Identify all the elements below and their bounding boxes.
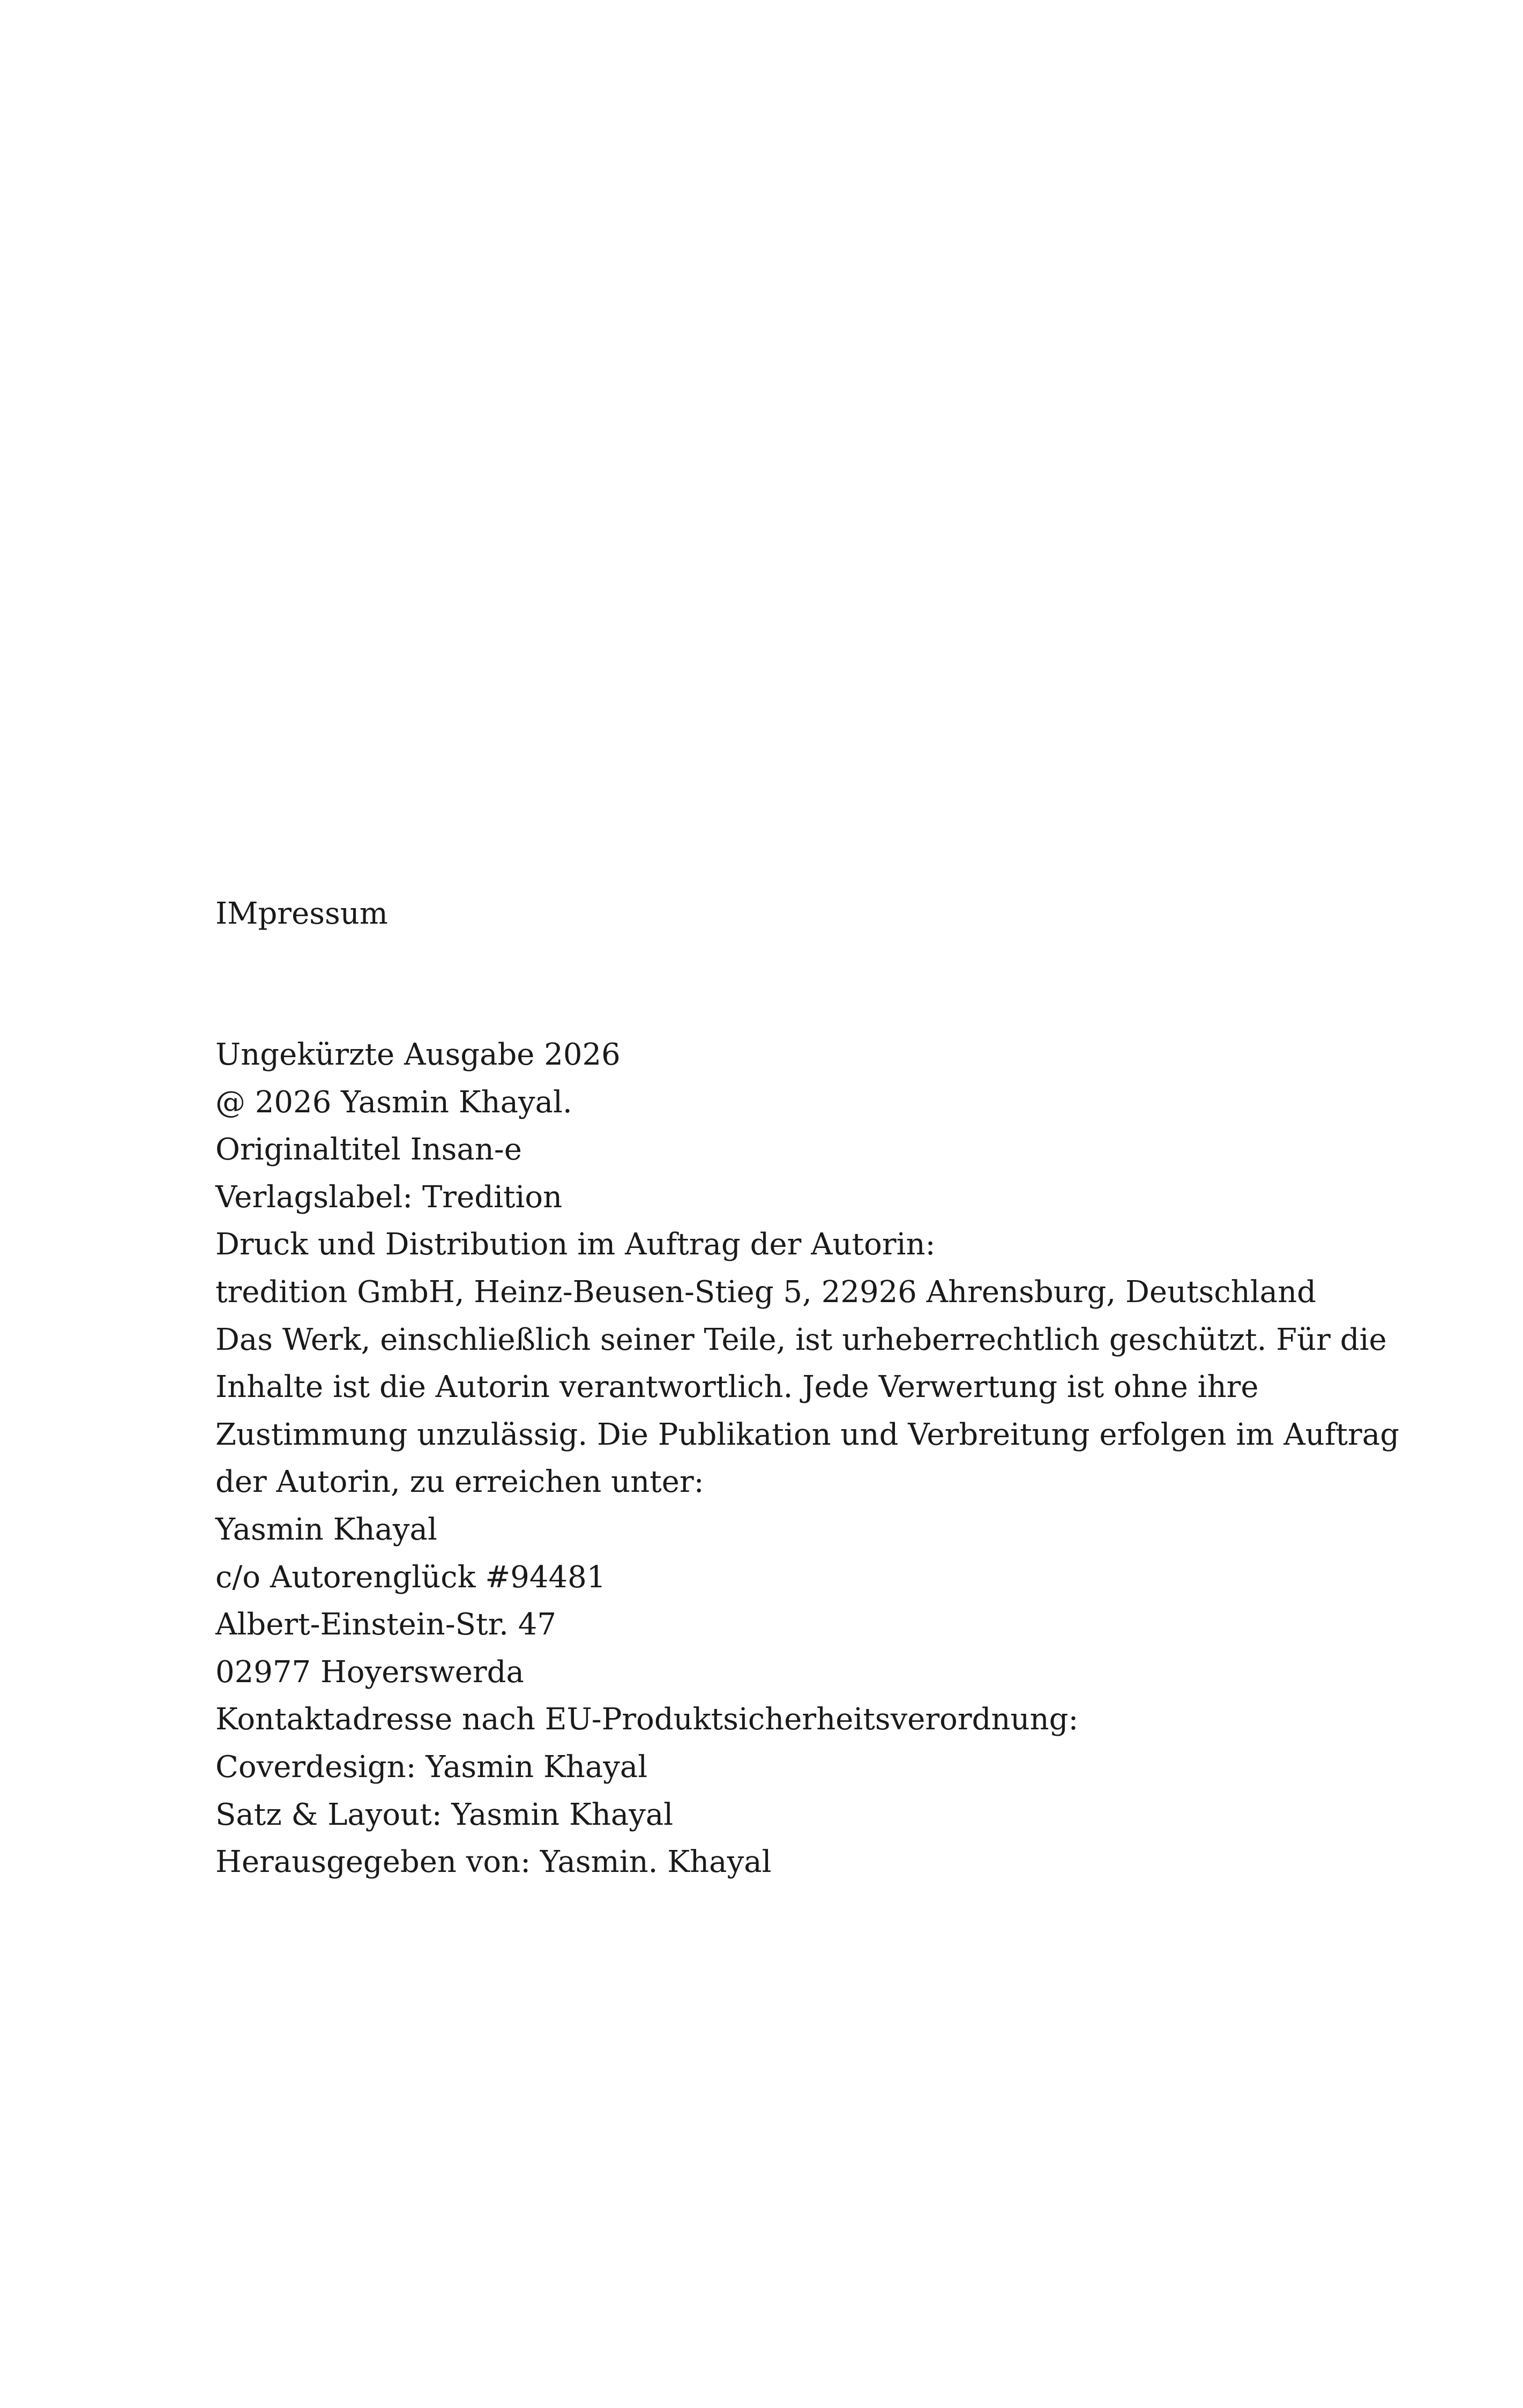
imprint-line-copyright-notice-4: der Autorin, zu erreichen unter: xyxy=(215,1465,704,1500)
imprint-line-author-street: Albert-Einstein-Str. 47 xyxy=(215,1607,557,1643)
imprint-line-distribution: Druck und Distribution im Auftrag der Autorin: xyxy=(215,1227,936,1262)
imprint-line-cover-design: Coverdesign: Yasmin Khayal xyxy=(215,1749,648,1785)
imprint-line-copyright-notice-2: Inhalte ist die Autorin verantwortlich. Jede Verwertung ist ohne ihre xyxy=(215,1370,1259,1405)
imprint-line-publisher-label: Verlagslabel: Tredition xyxy=(215,1179,563,1215)
imprint-line-editor: Herausgegeben von: Yasmin. Khayal xyxy=(215,1845,772,1880)
imprint-line-author-care-of: c/o Autorenglück #94481 xyxy=(215,1559,606,1595)
imprint-line-edition: Ungekürzte Ausgabe 2026 xyxy=(215,1037,621,1072)
imprint-block xyxy=(215,1031,1400,1886)
imprint-line-typesetting: Satz & Layout: Yasmin Khayal xyxy=(215,1797,674,1832)
imprint-line-distributor-address: tredition GmbH, Heinz-Beusen-Stieg 5, 22926 Ahrensburg, Deutschland xyxy=(215,1274,1316,1310)
imprint-line-copyright-notice-1: Das Werk, einschließlich seiner Teile, ist urheberrechtlich geschützt. Für die xyxy=(215,1322,1387,1357)
imprint-line-copyright-notice-3: Zustimmung unzulässig. Die Publikation und Verbreitung erfolgen im Auftrag xyxy=(215,1417,1400,1452)
page-title: IMpressum xyxy=(215,896,388,931)
imprint-line-original-title: Originaltitel Insan-e xyxy=(215,1132,522,1168)
imprint-line-author-city: 02977 Hoyerswerda xyxy=(215,1654,524,1690)
imprint-line-author-name: Yasmin Khayal xyxy=(215,1512,437,1547)
imprint-line-copyright: @ 2026 Yasmin Khayal. xyxy=(215,1084,572,1120)
imprint-line-contact-note: Kontaktadresse nach EU-Produktsicherheitsverordnung: xyxy=(215,1702,1079,1737)
